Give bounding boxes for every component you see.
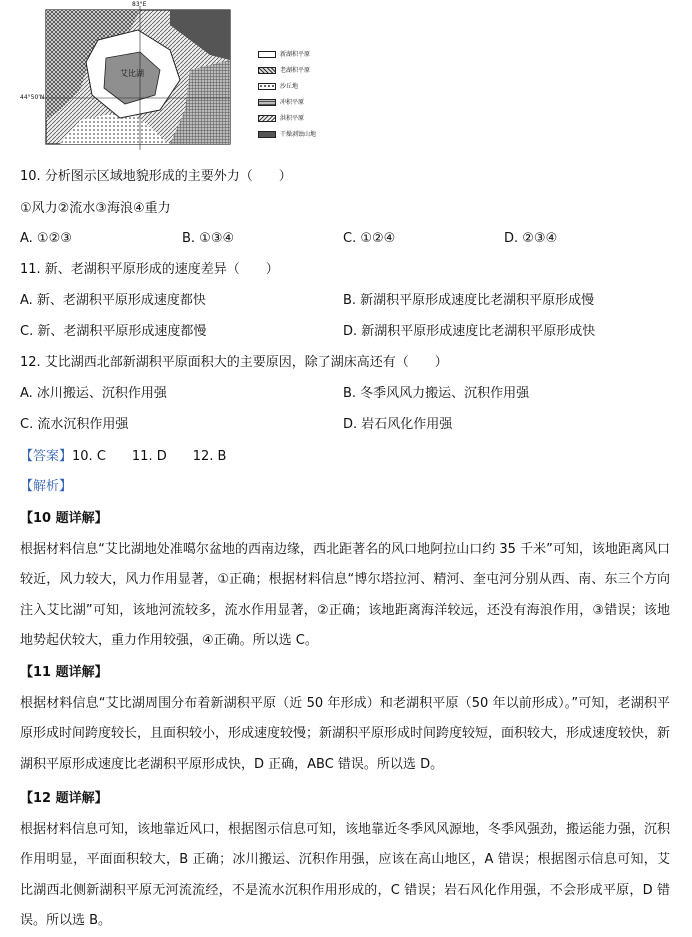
detail12-heading: 【12 题详解】	[20, 791, 108, 806]
q11-stem: 11. 新、老湖积平原形成的速度差异（ ）	[20, 262, 279, 277]
q10-factors: ①风力②流水③海浪④重力	[20, 201, 171, 216]
q11-option-b: B. 新湖积平原形成速度比老湖积平原形成慢	[343, 293, 595, 308]
legend-swatch-pluvial-plain	[258, 115, 276, 122]
answer-text: 10. C 11. D 12. B	[72, 449, 227, 464]
legend-label: 洪积平原	[280, 115, 305, 122]
latitude-label: 44°50'N	[20, 94, 45, 101]
landform-map-figure	[20, 0, 320, 160]
legend-swatch-denuded-mountain	[258, 131, 276, 138]
legend-swatch-new-lake-plain	[258, 51, 276, 58]
q12-option-c: C. 流水沉积作用强	[20, 417, 129, 432]
legend-label: 新湖积平原	[280, 51, 311, 58]
q10-option-a: A. ①②③	[20, 231, 72, 246]
q12-option-a: A. 冰川搬运、沉积作用强	[20, 386, 167, 401]
q11-option-c: C. 新、老湖积平原形成速度都慢	[20, 324, 207, 339]
detail10-heading: 【10 题详解】	[20, 511, 108, 526]
legend-label: 干燥剥蚀山地	[280, 131, 317, 138]
legend-label: 冲积平原	[280, 99, 305, 106]
q12-option-b: B. 冬季风风力搬运、沉积作用强	[343, 386, 530, 401]
q11-option-d: D. 新湖积平原形成速度比老湖积平原形成快	[343, 324, 596, 339]
detail10-text: 根据材料信息“艾比湖地处准噶尔盆地的西南边缘，西北距著名的风口地阿拉山口约 35 千米”可知，该地距离风口较近，风力较大，风力作用显著，①正确；根据材料信息“博尔塔拉河、精河、奎屯河分别从西、南、东三个方向注入艾比湖”可知，该地河流较多，流水作用显著，②正确；该地距离海洋较远，还没有海浪作用，③错误；该地地势起伏较大，重力作用较强，④正确。所以选 C。	[20, 542, 670, 649]
detail12-text: 根据材料信息可知，该地靠近风口，根据图示信息可知，该地靠近冬季风风源地，冬季风强劲，搬运能力强，沉积作用明显，平面面积较大，B 正确；冰川搬运、沉积作用强，应该在高山地区，A 错误；根据图示信息可知，艾比湖西北侧新湖积平原无河流流经，不是流水沉积作用形成的，C 错误；岩石风化作用强，不会形成平原，D 错误。所以选 B。	[20, 822, 671, 929]
q11-option-a: A. 新、老湖积平原形成速度都快	[20, 293, 206, 308]
q12-option-d: D. 岩石风化作用强	[343, 417, 453, 432]
legend-swatch-dune	[258, 83, 276, 90]
legend-label: 沙丘地	[280, 83, 299, 90]
lake-label: 艾比湖	[120, 69, 144, 78]
legend-swatch-alluvial-plain	[258, 99, 276, 106]
q10-option-b: B. ①③④	[182, 231, 235, 246]
legend-label: 老湖积平原	[280, 67, 311, 74]
q10-option-c: C. ①②④	[343, 231, 396, 246]
longitude-label: 83°E	[132, 1, 147, 8]
answer-tag: 【答案】	[20, 449, 73, 464]
detail11-heading: 【11 题详解】	[20, 665, 108, 680]
legend-swatch-old-lake-plain	[258, 67, 276, 74]
q10-stem: 10. 分析图示区域地貌形成的主要外力（ ）	[20, 169, 292, 184]
analysis-tag: 【解析】	[20, 479, 73, 494]
q12-stem: 12. 艾比湖西北部新湖积平原面积大的主要原因，除了湖床高还有（ ）	[20, 355, 448, 370]
q10-option-d: D. ②③④	[504, 231, 558, 246]
answer-line	[20, 448, 226, 466]
detail11-text: 根据材料信息“艾比湖周围分布着新湖积平原（近 50 年形成）和老湖积平原（50 年以前形成）。”可知，老湖积平原形成时间跨度较长，且面积较小，形成速度较慢；新湖积平原形成时间跨度较短，面积较大，形成速度较快，新湖积平原形成速度比老湖积平原形成快，D 正确，ABC 错误。所以选 D。	[20, 696, 671, 772]
